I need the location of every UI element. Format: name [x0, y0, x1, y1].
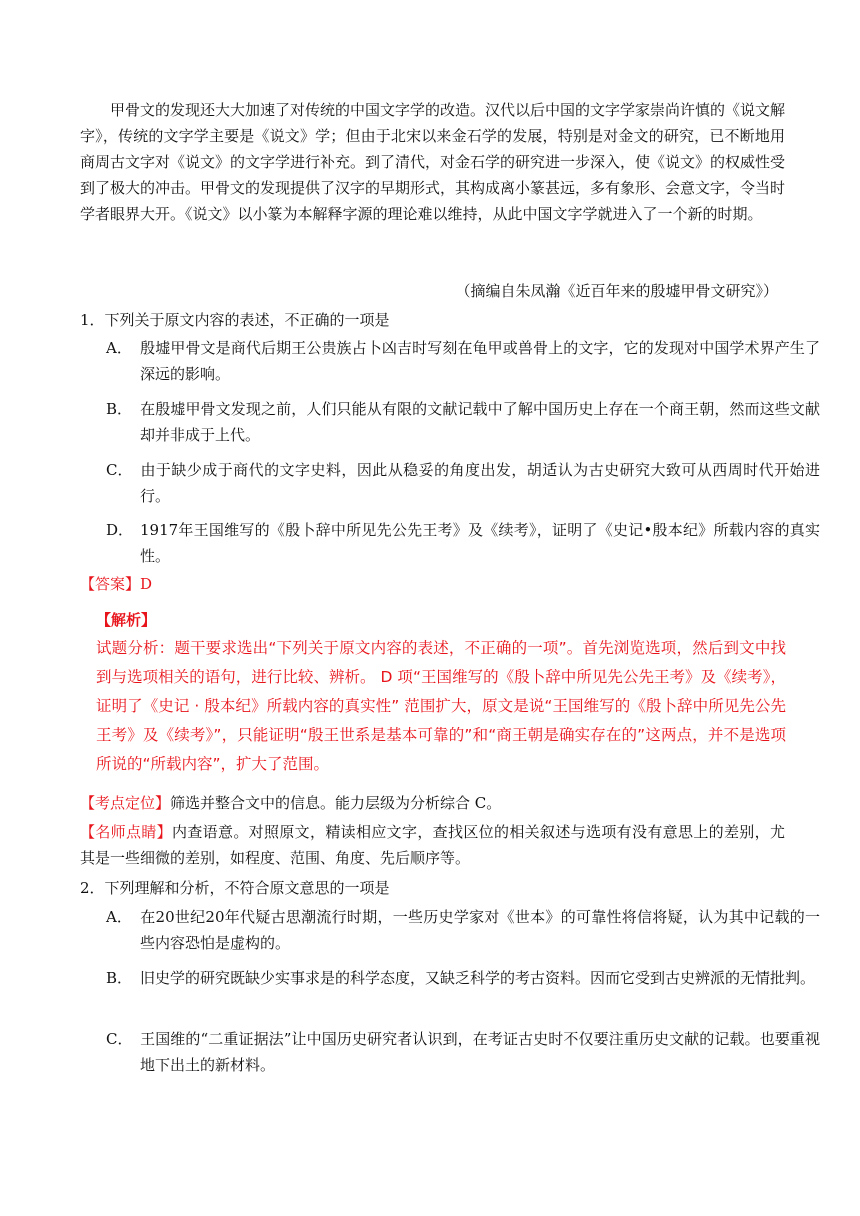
- option-letter: C．: [106, 461, 133, 479]
- option-text: 由于缺少成于商代的文字史料，因此从稳妥的角度出发，胡适认为古史研究大致可从西周时代开始进行。: [140, 461, 820, 505]
- question-1-stem: 1．下列关于原文内容的表述，不正确的一项是: [80, 311, 390, 329]
- answer-label: 【答案】: [80, 575, 141, 593]
- mingshi-note: [80, 819, 785, 871]
- passage-paragraph: 甲骨文的发现还大大加速了对传统的中国文字学的改造。汉代以后中国的文字学家崇尚许慎的《说文解字》，传统的文字学主要是《说文》学；但由于北宋以来金石学的发展，特别是对金文的研究，已不断地用商周古文字对《说文》的文字学进行补充。到了清代，对金石学的研究进一步深入，使《说文》的权威性受到了极大的冲击。甲骨文的发现提供了汉字的早期形式，其构成离小篆甚远，多有象形、会意文字，令当时学者眼界大开。《说文》以小篆为本解释字源的理论难以维持，从此中国文字学就进入了一个新的时期。: [80, 101, 786, 223]
- question-2-stem: 2．下列理解和分析，不符合原文意思的一项是: [80, 879, 390, 897]
- question-1-option-b: [106, 396, 820, 448]
- option-text: 1917年王国维写的《殷卜辞中所见先公先王考》及《续考》，证明了《史记•殷本纪》所载内容的真实性。: [140, 521, 820, 565]
- question-2-option-a: [106, 904, 820, 956]
- passage-source: （摘编自朱凤瀚《近百年来的殷墟甲骨文研究》）: [455, 282, 778, 300]
- option-text: 在20世纪20年代疑古思潮流行时期，一些历史学家对《世本》的可靠性将信将疑，认为其中记载的一些内容恐怕是虚构的。: [140, 908, 820, 952]
- option-letter: C．: [106, 1030, 133, 1048]
- analysis-title: 【解析】: [96, 611, 157, 629]
- option-letter: D．: [106, 521, 134, 539]
- kaodian-text: 筛选并整合文中的信息。能力层级为分析综合 C。: [170, 794, 502, 812]
- analysis-text: 试题分析：题干要求选出“下列关于原文内容的表述，不正确的一项”。首先浏览选项，然后到文中找到与选项相关的语句，进行比较、辨析。 D 项“王国维写的《殷卜辞中所见先公先王考》及《续考》，证明了《史记 · 殷本纪》所载内容的真实性” 范围扩大，原文是说“王国维写的《殷卜辞中所见先公先王考》及《续考》”，只能证明“殷王世系是基本可靠的”和“商王朝是确实存在的”这两点，并不是选项所说的“所载内容”，扩大了范围。: [96, 639, 786, 773]
- option-letter: B．: [106, 400, 133, 418]
- option-text: 在殷墟甲骨文发现之前，人们只能从有限的文献记载中了解中国历史上存在一个商王朝，然而这些文献却并非成于上代。: [140, 400, 820, 444]
- option-letter: B．: [106, 969, 133, 987]
- question-1-option-c: [106, 457, 820, 509]
- kaodian-note: [80, 790, 785, 816]
- option-text: 王国维的“二重证据法”让中国历史研究者认识到，在考证古史时不仅要注重历史文献的记载。也要重视地下出土的新材料。: [140, 1030, 820, 1074]
- option-letter: A．: [106, 908, 132, 926]
- question-2-option-c: [106, 1026, 820, 1078]
- option-text: 旧史学的研究既缺少实事求是的科学态度，又缺乏科学的考古资料。因而它受到古史辨派的无情批判。: [140, 969, 816, 987]
- answer-value: D: [140, 575, 153, 593]
- kaodian-label: 【考点定位】: [80, 794, 171, 812]
- question-2-option-b: [106, 965, 820, 991]
- mingshi-text: 内查语意。对照原文，精读相应文字，查找区位的相关叙述与选项有没有意思上的差别，尤其是一些细微的差别，如程度、范围、角度、先后顺序等。: [80, 823, 785, 867]
- option-letter: A．: [106, 339, 132, 357]
- question-1-option-a: [106, 335, 820, 387]
- option-text: 殷墟甲骨文是商代后期王公贵族占卜凶吉时写刻在龟甲或兽骨上的文字，它的发现对中国学术界产生了深远的影响。: [140, 339, 820, 383]
- question-1-answer: [80, 571, 152, 597]
- mingshi-label: 【名师点睛】: [80, 823, 172, 841]
- question-1-option-d: [106, 517, 820, 569]
